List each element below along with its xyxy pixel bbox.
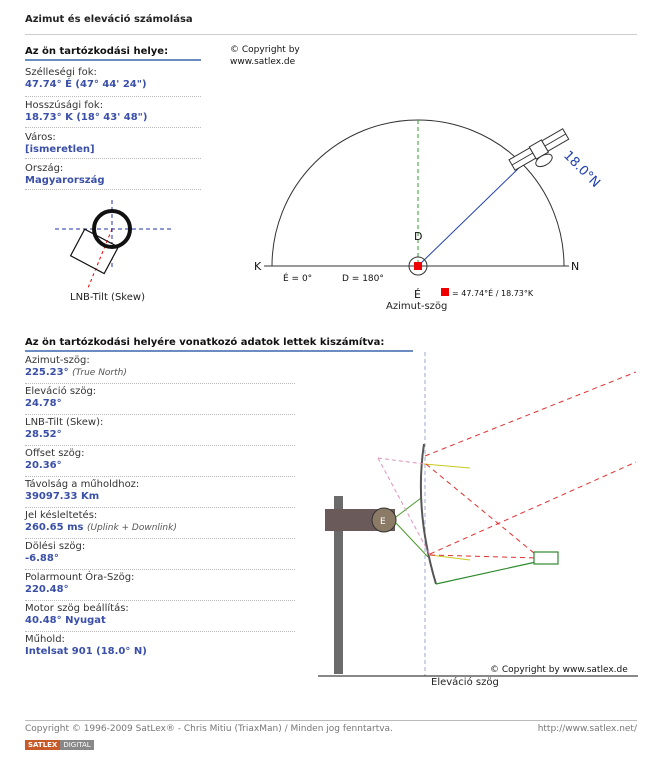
skew-field (25, 415, 295, 446)
distance-label: Távolság a műholdhoz: (25, 479, 140, 490)
logo-part-digital: DIGITAL (60, 740, 93, 750)
longitude-label: Hosszúsági fok: (25, 100, 104, 111)
location-fields (25, 66, 201, 190)
offset-value: 20.36° (25, 460, 62, 471)
polar-angle-value: 220.48° (25, 584, 69, 595)
elevation-value: 24.78° (25, 398, 62, 409)
top-divider (25, 34, 637, 35)
city-label: Város: (25, 132, 56, 143)
offset-label: Offset szög: (25, 448, 85, 459)
feed-ray-upper (424, 464, 470, 468)
satellite-label: 18.0°N (560, 148, 603, 191)
azimuth-copyright (230, 44, 300, 68)
latitude-field (25, 66, 201, 97)
offset-field (25, 446, 295, 477)
elevation-caption: Eleváció szög (431, 677, 499, 688)
south-angle-label: D = 180° (342, 274, 384, 284)
label-north-letter: É (414, 288, 421, 301)
latitude-value: 47.74° É (47° 44' 24") (25, 79, 147, 90)
offset-guide-upper (378, 458, 424, 464)
footer-divider (25, 720, 637, 721)
skew-caption: LNB-Tilt (Skew) (70, 292, 145, 303)
elevation-diagram (318, 350, 640, 680)
elevation-label: Eleváció szög: (25, 386, 97, 397)
motor-angle-value: 40.48° Nyugat (25, 615, 106, 626)
azimuth-position-marker (414, 262, 422, 270)
signal-line-lower (430, 462, 636, 554)
azimuth-copyright-line1: © Copyright by (230, 45, 300, 55)
longitude-value: 18.73° K (18° 43' 48") (25, 112, 148, 123)
north-angle-label: É = 0° (283, 274, 313, 284)
focus-line-upper (426, 464, 540, 558)
longitude-field (25, 97, 201, 128)
logo-part-satlex: SATLEX (25, 740, 60, 750)
delay-label: Jel késleltetés: (25, 510, 98, 521)
satlex-logo[interactable] (25, 740, 94, 750)
azimuth-note: (True North) (72, 368, 127, 378)
pivot-mark: E (380, 517, 386, 527)
label-west: N (571, 260, 580, 273)
satellite-name-label: Műhold: (25, 634, 65, 645)
skew-value: 28.52° (25, 429, 62, 440)
location-heading: Az ön tartózkodási helye: (25, 46, 201, 61)
elevation-field (25, 384, 295, 415)
label-east: K (254, 260, 262, 273)
azimuth-satellite-line (418, 163, 524, 266)
city-field (25, 128, 201, 159)
position-legend: = 47.74°É / 18.73°K (452, 289, 534, 298)
lnb-box (534, 552, 558, 564)
city-value: [ismeretlen] (25, 144, 95, 155)
declination-value: -6.88° (25, 553, 59, 564)
results-heading: Az ön tartózkodási helyére vonatkozó adatok lettek kiszámítva: (25, 337, 413, 352)
skew-label: LNB-Tilt (Skew): (25, 417, 104, 428)
delay-value: 260.65 ms (25, 522, 84, 533)
azimuth-diagram (245, 110, 625, 315)
azimuth-value-row (25, 367, 295, 379)
delay-field (25, 508, 295, 539)
motor-angle-label: Motor szög beállítás: (25, 603, 129, 614)
footer-copyright: Copyright © 1996-2009 SatLex® - Chris Mitiu (TriaxMan) / Minden jog fenntartva. (25, 724, 393, 734)
polar-angle-label: Polarmount Óra-Szög: (25, 572, 135, 583)
distance-value: 39097.33 Km (25, 491, 100, 502)
country-label: Ország: (25, 163, 64, 174)
footer-url[interactable]: http://www.satlex.net/ (537, 724, 637, 734)
signal-line-upper (425, 372, 636, 456)
lnb-arm (436, 562, 536, 584)
latitude-label: Szélleségi fok: (25, 67, 97, 78)
azimuth-copyright-line2: www.satlex.de (230, 57, 296, 67)
elevation-copyright: © Copyright by www.satlex.de (490, 665, 628, 675)
satellite-name-value: Intelsat 901 (18.0° N) (25, 646, 147, 657)
distance-field (25, 477, 295, 508)
delay-value-row (25, 522, 295, 534)
page-title: Azimut és eleváció számolása (25, 14, 193, 25)
polar-angle-field (25, 570, 295, 601)
legend-marker (441, 288, 449, 296)
declination-field (25, 539, 295, 570)
azimuth-value: 225.23° (25, 367, 69, 378)
azimuth-caption: Azimut-szög (386, 301, 448, 312)
satellite-field (25, 632, 295, 662)
country-field (25, 159, 201, 190)
delay-note: (Uplink + Downlink) (86, 523, 177, 533)
label-south: D (414, 230, 423, 243)
declination-label: Dölési szög: (25, 541, 86, 552)
azimuth-label: Azimut-szög: (25, 355, 90, 366)
azimuth-field (25, 353, 295, 384)
country-value: Magyarország (25, 175, 105, 186)
motor-angle-field (25, 601, 295, 632)
results-fields (25, 353, 295, 662)
